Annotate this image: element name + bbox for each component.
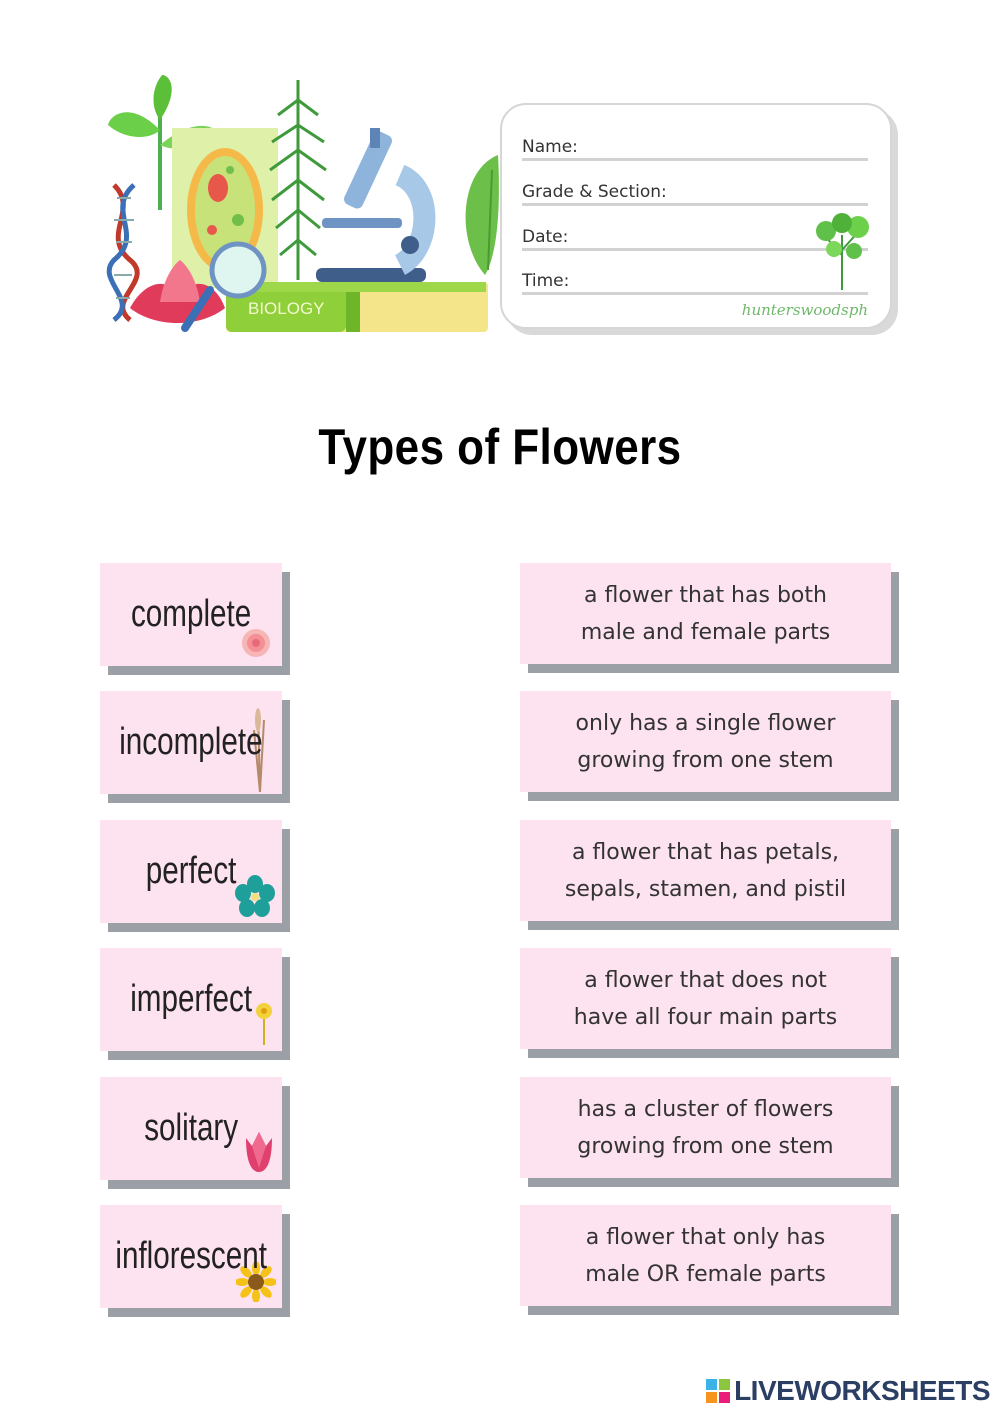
definition-text: a flower that does not have all four main parts <box>573 967 838 1030</box>
term-text: solitary <box>144 1107 238 1149</box>
page-title: Types of Flowers <box>318 419 682 475</box>
definition-text: has a cluster of flowers growing from one stem <box>577 1096 834 1159</box>
term-text: incomplete <box>119 721 263 763</box>
leaf-icon <box>466 155 499 275</box>
definition-text: only has a single flower growing from one stem <box>575 710 836 773</box>
signature: hunterswoodsph <box>741 301 868 319</box>
liveworksheets-logo-icon <box>706 1379 730 1403</box>
term-card-inflorescent[interactable] <box>100 1205 282 1308</box>
term-text: complete <box>130 593 252 635</box>
fern-icon <box>270 80 326 280</box>
definition-card[interactable] <box>520 1077 891 1178</box>
term-card-complete[interactable] <box>100 563 282 666</box>
definition-card[interactable] <box>520 820 891 921</box>
term-card-solitary[interactable] <box>100 1077 282 1180</box>
grade-section-label: Grade & Section: <box>522 182 667 202</box>
date-label: Date: <box>522 227 569 247</box>
pink-tulip-icon <box>242 1128 276 1174</box>
brand-text: LIVEWORKSHEETS <box>734 1375 990 1406</box>
definition-card[interactable] <box>520 1205 891 1306</box>
brand-logo <box>706 1376 990 1406</box>
time-label: Time: <box>522 271 570 291</box>
grade-section-field[interactable] <box>522 176 868 206</box>
definition-card[interactable] <box>520 691 891 792</box>
book-icon <box>226 282 488 332</box>
term-text: imperfect <box>130 978 252 1020</box>
definition-text: a flower that has both male and female parts <box>580 582 831 645</box>
name-label: Name: <box>522 137 578 157</box>
term-card-perfect[interactable] <box>100 820 282 923</box>
definition-card[interactable] <box>520 948 891 1049</box>
term-card-imperfect[interactable] <box>100 948 282 1051</box>
definition-card[interactable] <box>520 563 891 664</box>
term-text: inflorescent <box>115 1235 267 1277</box>
ginkgo-sprig-icon <box>812 205 872 295</box>
teal-hibiscus-icon <box>234 875 276 917</box>
biology-illustration <box>100 70 500 340</box>
microscope-icon <box>316 128 426 282</box>
yellow-bloom-icon <box>252 1001 276 1045</box>
dna-helix-icon <box>109 185 137 320</box>
book-label: BIOLOGY <box>248 299 325 318</box>
definition-text: a flower that has petals, sepals, stamen, and pistil <box>564 839 847 902</box>
term-card-incomplete[interactable] <box>100 691 282 794</box>
name-field[interactable] <box>522 131 868 161</box>
student-info-card <box>500 103 892 329</box>
term-text: perfect <box>145 850 237 892</box>
definition-text: a flower that only has male OR female parts <box>585 1224 826 1287</box>
